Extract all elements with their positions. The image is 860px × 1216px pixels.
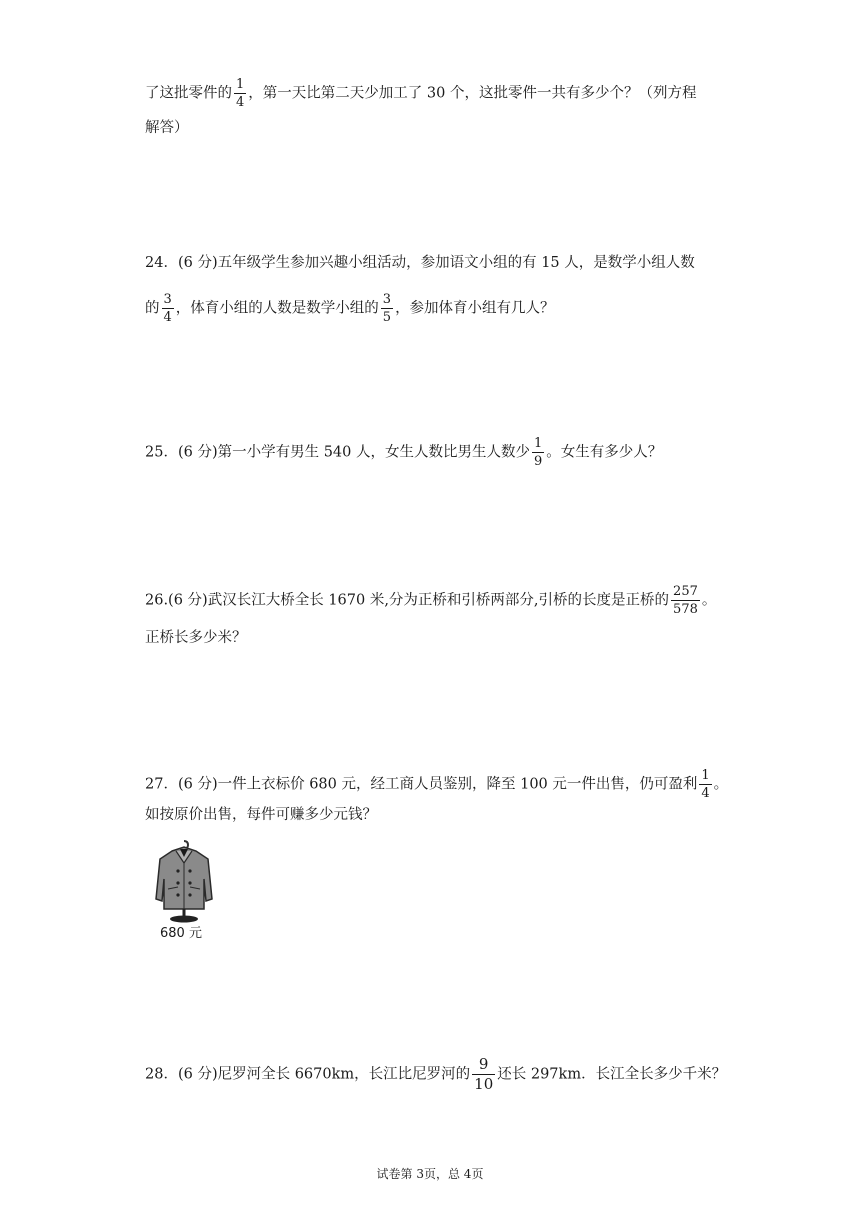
q27-text-b: 。 — [713, 776, 729, 793]
q27-line-2: 如按原价出售，每件可赚多少元钱？ — [145, 807, 377, 823]
q27-text-a: 27．(6 分)一件上衣标价 680 元，经工商人员鉴别，降至 100 元一件出售，仍可盈利 — [145, 776, 698, 793]
q26-text-b: 。 — [701, 592, 717, 609]
q23-fraction: $\frac{1}{4}$ — [236, 77, 245, 110]
q24-fraction-2: $\frac{3}{5}$ — [382, 292, 392, 325]
q23-text-a: 了这批零件的 — [145, 85, 232, 102]
q28-line-1 — [145, 1057, 726, 1092]
q24-line-2 — [145, 293, 555, 324]
q25-line-1 — [145, 437, 662, 468]
q24-fraction-1: $\frac{3}{4}$ — [163, 292, 172, 325]
q27-line-1 — [145, 769, 728, 800]
q28-text-a: 28．(6 分)尼罗河全长 6670km，长江比尼罗河的 — [145, 1066, 471, 1083]
q23-text-b: ，第一天比第二天少加工了 30 个，这批零件一共有多少个？（列方程 — [248, 85, 697, 102]
jacket-price-label: 680 元 — [160, 926, 202, 941]
q26-line-1 — [145, 585, 716, 616]
q24-line-1: 24．(6 分)五年级学生参加兴趣小组活动，参加语文小组的有 15 人，是数学小组人数 — [145, 255, 695, 271]
q26-fraction: $\frac{257}{578}$ — [673, 584, 698, 617]
q24-text-a: 的 — [145, 300, 160, 317]
q28-text-b: 还长 297km．长江全长多少千米？ — [497, 1066, 727, 1083]
q27-fraction: $\frac{1}{4}$ — [701, 768, 710, 801]
q23-line-2: 解答） — [145, 120, 189, 136]
q26-line-2: 正桥长多少米？ — [145, 630, 247, 646]
q24-text-b: ，体育小组的人数是数学小组的 — [175, 300, 379, 317]
q25-text-a: 25．(6 分)第一小学有男生 540 人，女生人数比男生人数少 — [145, 444, 530, 461]
q25-text-b: 。女生有多少人？ — [546, 444, 663, 461]
q24-text-c: ，参加体育小组有几人？ — [395, 300, 555, 317]
q28-fraction: $\frac{9}{10}$ — [474, 1055, 494, 1093]
q25-fraction: $\frac{1}{9}$ — [534, 436, 543, 469]
q26-text-a: 26.(6 分)武汉长江大桥全长 1670 米,分为正桥和引桥两部分,引桥的长度是正桥的 — [145, 592, 670, 609]
q23-line-1 — [145, 78, 696, 109]
page-footer: 试卷第 3页，总 4页 — [376, 1167, 484, 1181]
